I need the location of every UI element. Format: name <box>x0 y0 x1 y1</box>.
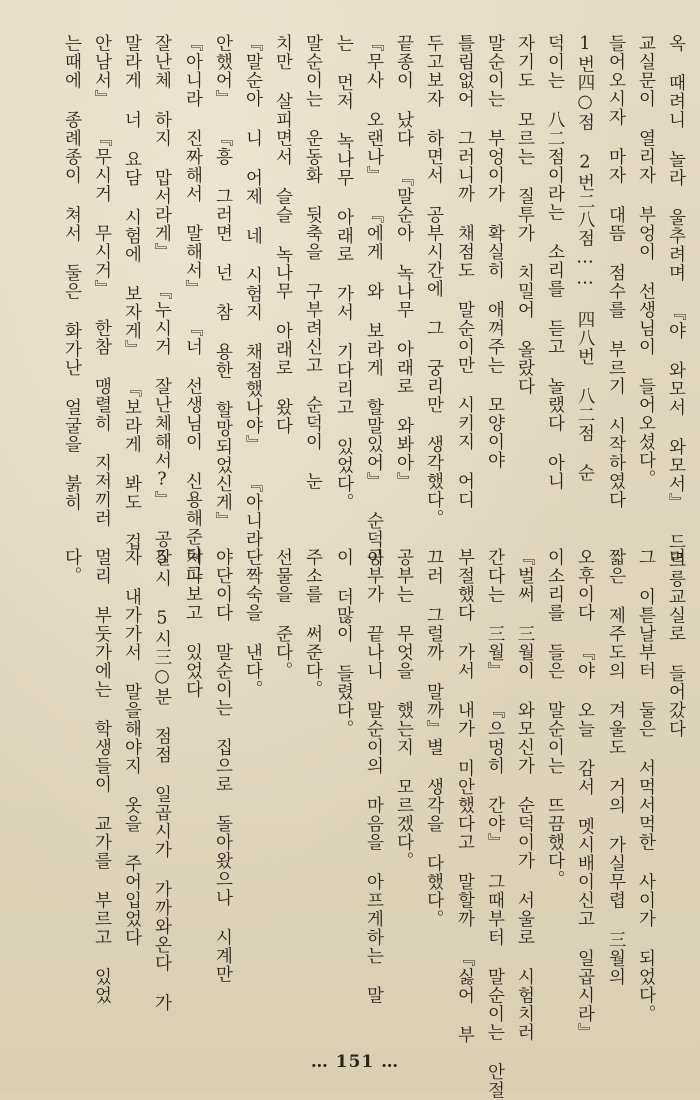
text-column: 다。 <box>62 548 82 585</box>
text-column: 5시 5시三○분 점점 일곱시가 가까와온다 가 <box>152 548 172 1012</box>
text-column: 공부는 무엇을 했는지 모르겠다。 <box>394 548 414 870</box>
text-column: 치만 살피면서 슬슬 녹나무 아래로 왔다 <box>273 34 293 435</box>
text-column: 말순이는 부엉이가 확실히 애껴주는 모양이야 <box>485 34 505 470</box>
text-column: 멀리 부둣가에는 학생들이 교가를 부르고 있었 <box>92 548 112 1005</box>
text-column: 틀림없어 그러니까 채점도 말순이만 시키지 어디 <box>455 34 475 509</box>
text-column: 는 먼저 녹나무 아래로 가서 기다리고 있었다。 <box>334 34 354 512</box>
text-column: 끝종이 났다 『말순아 녹나무 아래로 와봐아』 <box>394 34 414 491</box>
text-column: 짧은 제주도의 겨울도 거의 가실무렵 三월의 <box>606 548 626 986</box>
text-column: 자 내가가서 말을해야지 옷을 주어입었다 <box>122 548 142 947</box>
text-column: 1번四○점 2번二八점…… 四八번 八二점 순 <box>575 34 595 482</box>
text-column: 쳐다보고 있었다 <box>183 548 203 699</box>
text-column: 부절했다 가서 내가 미안했다고 말할까 『싫어 부 <box>455 548 475 1044</box>
text-column: 『아니라 진짜해서 말해서』 『너 선생님이 신용해준다고 <box>183 34 203 583</box>
text-column: 옥 때려니 놀라 울추려며 『야 와모서 와모서』 드르릉 <box>666 34 686 588</box>
text-column: 이 더많이 들렸다。 <box>334 548 354 738</box>
text-column: 안남서』 『무시거 무시거』 한참 맹렬히 지저끼러 <box>92 34 112 528</box>
text-column: 그 이튿날부터 둘은 서먹서먹한 사이가 되었다。 <box>636 548 656 1023</box>
text-column: 들어오시자 마자 대뜸 점수를 부르기 시작하였다 <box>606 34 626 509</box>
text-column: 야단이다 말순이는 집으로 돌아왔으나 시계만 <box>213 548 233 984</box>
text-column: 오후이다 『야 오늘 감서 멧시배이신고 일곱시라』 <box>575 548 595 1042</box>
text-column: 『벌써 三월이 와모신가 순덕이가 서울로 시험치러 <box>515 548 535 1042</box>
text-column: 말라게 너 요담 시험에 보자게』 『보라게 봐도 겁 <box>122 34 142 551</box>
text-column: 는때에 종례종이 쳐서 둘은 화가난 얼굴을 붉히 <box>62 34 82 512</box>
text-column: 공부가 끝나니 말순이의 마음을 아프게하는 말 <box>364 548 384 1005</box>
text-column: 말순이는 운동화 뒷축을 구부려신고 순덕이 눈 <box>303 34 323 491</box>
page-number: … 151 … <box>310 1052 400 1072</box>
text-column: 덕이는 八二점이라는 소리를 듣고 놀랬다 아니 <box>545 34 565 491</box>
text-column: 안했어』 『흥 그러면 넌 참 용한 할망되었신게』 <box>213 34 233 530</box>
text-column: 『말순아 니 어제 네 시험지 채점했나야』 『아니라 <box>243 34 263 549</box>
text-column: 간다는 三월』 『으멍히 간야』 그때부터 말순이는 안절 <box>485 548 505 1100</box>
text-column: 잘난체 하지 맙서라게』 『누시거 잘난체해서?』 공갈 <box>152 34 172 567</box>
text-column: 며 교실로 들어갔다 <box>666 548 686 738</box>
text-column: 단짝숙을 낸다。 <box>243 548 263 699</box>
text-column: 이소리를 들은 말순이는 뜨끔했다。 <box>545 548 565 889</box>
text-column: 두고보자 하면서 공부시간에 그 궁리만 생각했다。 <box>424 34 444 528</box>
text-column: 선물을 준다。 <box>273 548 293 680</box>
text-column: 『무사 오랜나』 『에게 와 보라게 할말있어』 순덕이 <box>364 34 384 567</box>
text-column: 자기도 모르는 질투가 치밀어 올랐다 <box>515 34 535 396</box>
text-column: 교실문이 열리자 부엉이 선생님이 들어오셨다。 <box>636 34 656 488</box>
text-column: 끄러 그럴까 말까』별 생각을 다했다。 <box>424 548 444 928</box>
text-column: 주소를 써준다。 <box>303 548 323 699</box>
